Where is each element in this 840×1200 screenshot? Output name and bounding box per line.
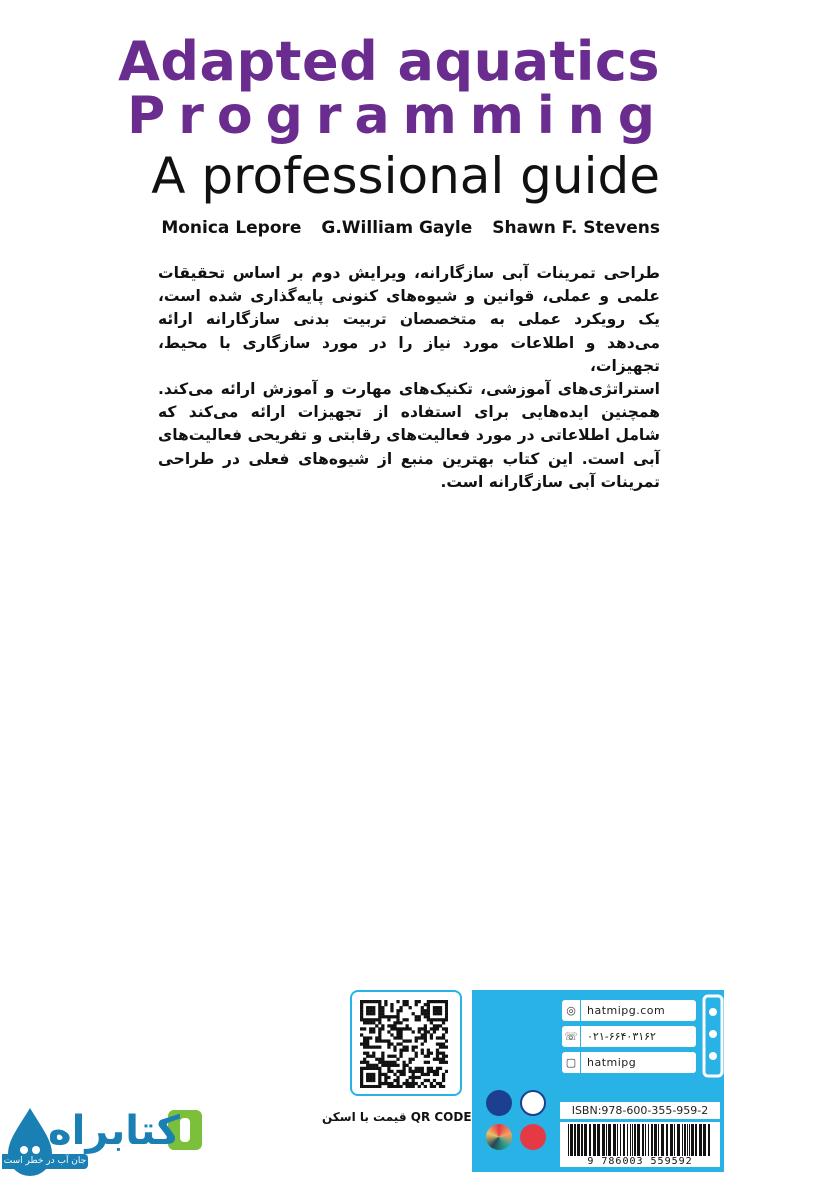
author-name: Monica Lepore — [161, 218, 302, 238]
qr-code[interactable] — [350, 990, 462, 1096]
partner-logo-icon — [486, 1124, 512, 1150]
author-name: G.William Gayle — [321, 218, 473, 238]
book-subtitle: A professional guide — [151, 147, 660, 205]
author-name: Shawn F. Stevens — [492, 218, 660, 238]
qr-caption: قیمت با اسکن QR CODE — [322, 1110, 472, 1124]
instagram-handle[interactable]: hatmipg — [587, 1056, 637, 1069]
instagram-icon: ▢ — [562, 1052, 581, 1073]
website-link[interactable]: hatmipg.com — [587, 1004, 666, 1017]
website-row[interactable] — [562, 1000, 696, 1021]
phone-number[interactable]: ۰۲۱-۶۶۴۰۳۱۶۲ — [587, 1030, 656, 1043]
description-line: یک رویکرد عملی به متخصصان تربیت بدنی سازگارانه ارائه — [158, 310, 660, 329]
qr-code-icon — [360, 1000, 448, 1088]
partner-logo-icon — [520, 1090, 546, 1116]
barcode-number: 9 786003 559592 — [560, 1156, 720, 1167]
description-line: تمرینات آبی سازگارانه است. — [440, 472, 660, 491]
ketabrah-tagline: جان آب در خطر است — [2, 1154, 88, 1169]
isbn-label: ISBN:978-600-355-959-2 — [560, 1102, 720, 1119]
partner-logo-icon — [520, 1124, 546, 1150]
partner-logo-icon — [486, 1090, 512, 1116]
description-line: آبی است. این کتاب بهترین منبع از شیوه‌های فعلی در طراحی — [158, 449, 660, 468]
description-line: طراحی تمرینات آبی سازگارانه، ویرایش دوم بر اساس تحقیقات — [158, 264, 660, 282]
book-description — [158, 262, 660, 494]
phone-row[interactable] — [562, 1026, 696, 1047]
publisher-tagline: حتمی ناشر علوم ورزشی و پزشکی — [70, 1087, 252, 1099]
description-line: شامل اطلاعاتی در مورد فعالیت‌های رقابتی و تفریحی فعالیت‌های — [158, 426, 660, 445]
book-title-line2: Programming — [127, 86, 668, 146]
globe-icon: ◎ — [562, 1000, 581, 1021]
instagram-row[interactable] — [562, 1052, 696, 1073]
book-title-line1: Adapted aquatics — [118, 30, 660, 93]
description-line: استراتژی‌های آموزشی، تکنیک‌های مهارت و آموزش ارائه می‌کند. — [158, 380, 660, 399]
description-line: می‌دهد و اطلاعات مورد نیاز را در مورد سازگاری با محیط، تجهیزات، — [158, 333, 660, 375]
ketabrah-name: کتابراه — [48, 1108, 180, 1154]
description-line: علمی و عملی، قوانین و شیوه‌های کنونی پایه‌گذاری شده است، — [158, 287, 660, 306]
description-line: همچنین ایده‌هایی برای استفاده از تجهیزات ارائه می‌کند که — [158, 403, 660, 422]
phone-icon: ☏ — [562, 1026, 581, 1047]
author-list — [147, 218, 660, 238]
